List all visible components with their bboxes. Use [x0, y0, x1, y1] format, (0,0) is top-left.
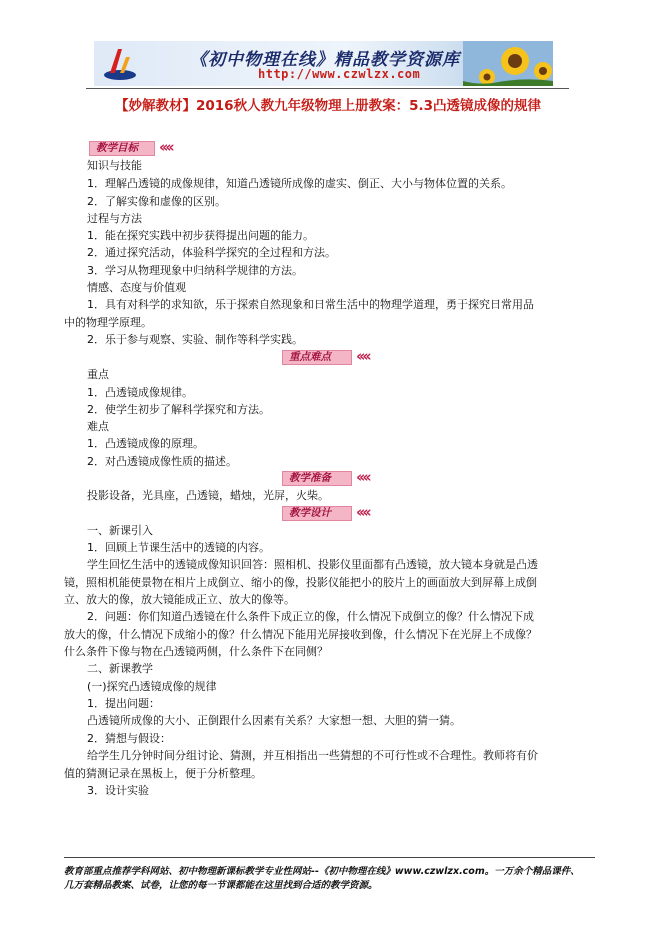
text-line: 2．了解实像和虚像的区别。	[87, 195, 226, 208]
text-line: 过程与方法	[87, 212, 142, 225]
text-line: 投影设备，光具座，凸透镜，蜡烛，光屏，火柴。	[87, 489, 329, 502]
text-line: 2．问题：你们知道凸透镜在什么条件下成正立的像，什么情况下成倒立的像？什么情况下成	[87, 610, 534, 623]
chevron-left-icon: ‹‹‹‹	[356, 347, 369, 365]
banner-title: 《初中物理在线》精品教学资源库	[190, 50, 460, 70]
banner-url-link[interactable]: http://www.czwlzx.com	[258, 67, 421, 81]
text-line: 凸透镜所成像的大小、正倒跟什么因素有关系？大家想一想、大胆的猜一猜。	[87, 714, 461, 727]
text-line: 镜，照相机能使景物在相片上成倒立、缩小的像，投影仪能把小的胶片上的画面放大到屏幕上成倒	[64, 576, 537, 589]
document-title: 【妙解教材】2016秋人教九年级物理上册教案：5.3凸透镜成像的规律	[115, 98, 541, 114]
text-line: 1．提出问题：	[87, 697, 160, 710]
section-tag-prep	[282, 468, 412, 486]
footer-line: 教育部重点推荐学科网站、初中物理新课标教学专业性网站--《初中物理在线》www.czwlzx.com。一万余个精品课件、	[64, 866, 580, 877]
chevron-left-icon: ‹‹‹‹	[159, 138, 172, 156]
text-line: 中的物理学原理。	[64, 316, 152, 329]
text-line: 2．通过探究活动，体验科学探究的全过程和方法。	[87, 246, 336, 259]
section-tag-keypoints	[282, 347, 412, 365]
text-line: 给学生几分钟时间分组讨论、猜测，并互相指出一些猜想的不可行性或不合理性。教师将有价	[87, 749, 538, 762]
section-tag-label: 教学设计	[282, 506, 352, 521]
text-line: 重点	[87, 368, 109, 381]
header-divider	[86, 88, 569, 89]
text-line: 1．凸透镜成像的原理。	[87, 437, 204, 450]
text-line: 3．学习从物理现象中归纳科学规律的方法。	[87, 264, 303, 277]
text-line: (一)探究凸透镜成像的规律	[87, 680, 217, 693]
text-line: 情感、态度与价值观	[87, 281, 186, 294]
text-line: 2．使学生初步了解科学探究和方法。	[87, 403, 270, 416]
text-line: 放大的像，什么情况下成缩小的像？什么情况下能用光屏接收到像，什么情况下在光屏上不成像？	[64, 628, 537, 641]
text-line: 1．具有对科学的求知欲，乐于探索自然现象和日常生活中的物理学道理，勇于探究日常用品	[87, 298, 534, 311]
chevron-left-icon: ‹‹‹‹	[356, 503, 369, 521]
footer-divider	[64, 857, 595, 858]
section-tag-label: 教学目标	[89, 141, 155, 156]
text-line: 1．理解凸透镜的成像规律，知道凸透镜所成像的虚实、倒正、大小与物体位置的关系。	[87, 177, 512, 190]
text-line: 什么条件下像与物在凸透镜两侧，什么条件下在同侧？	[64, 645, 328, 658]
text-line: 2．对凸透镜成像性质的描述。	[87, 455, 237, 468]
text-line: 二、新课教学	[87, 662, 153, 675]
text-line: 1．能在探究实践中初步获得提出问题的能力。	[87, 229, 314, 242]
section-tag-label: 重点难点	[282, 350, 352, 365]
section-tag-goals	[89, 138, 219, 156]
text-line: 值的猜测记录在黑板上，便于分析整理。	[64, 767, 262, 780]
text-line: 2．乐于参与观察、实验、制作等科学实践。	[87, 333, 303, 346]
header-banner	[94, 41, 553, 86]
text-line: 难点	[87, 420, 109, 433]
footer-line: 几万套精品教案、试卷，让您的每一节课都能在这里找到合适的教学资源。	[64, 880, 378, 891]
text-line: 立、放大的像，放大镜能成正立、放大的像等。	[64, 593, 295, 606]
text-line: 1．凸透镜成像规律。	[87, 386, 193, 399]
text-line: 一、新课引入	[87, 524, 153, 537]
section-tag-label: 教学准备	[282, 471, 352, 486]
site-logo-icon	[102, 45, 138, 82]
text-line: 2．猜想与假设：	[87, 732, 171, 745]
sunflower-icon	[463, 41, 553, 86]
text-line: 3．设计实验	[87, 784, 149, 797]
text-line: 学生回忆生活中的透镜成像知识回答：照相机、投影仪里面都有凸透镜，放大镜本身就是凸透	[87, 558, 538, 571]
text-line: 1．回顾上节课生活中的透镜的内容。	[87, 541, 270, 554]
text-line: 知识与技能	[87, 159, 142, 172]
section-tag-design	[282, 503, 412, 521]
chevron-left-icon: ‹‹‹‹	[356, 468, 369, 486]
